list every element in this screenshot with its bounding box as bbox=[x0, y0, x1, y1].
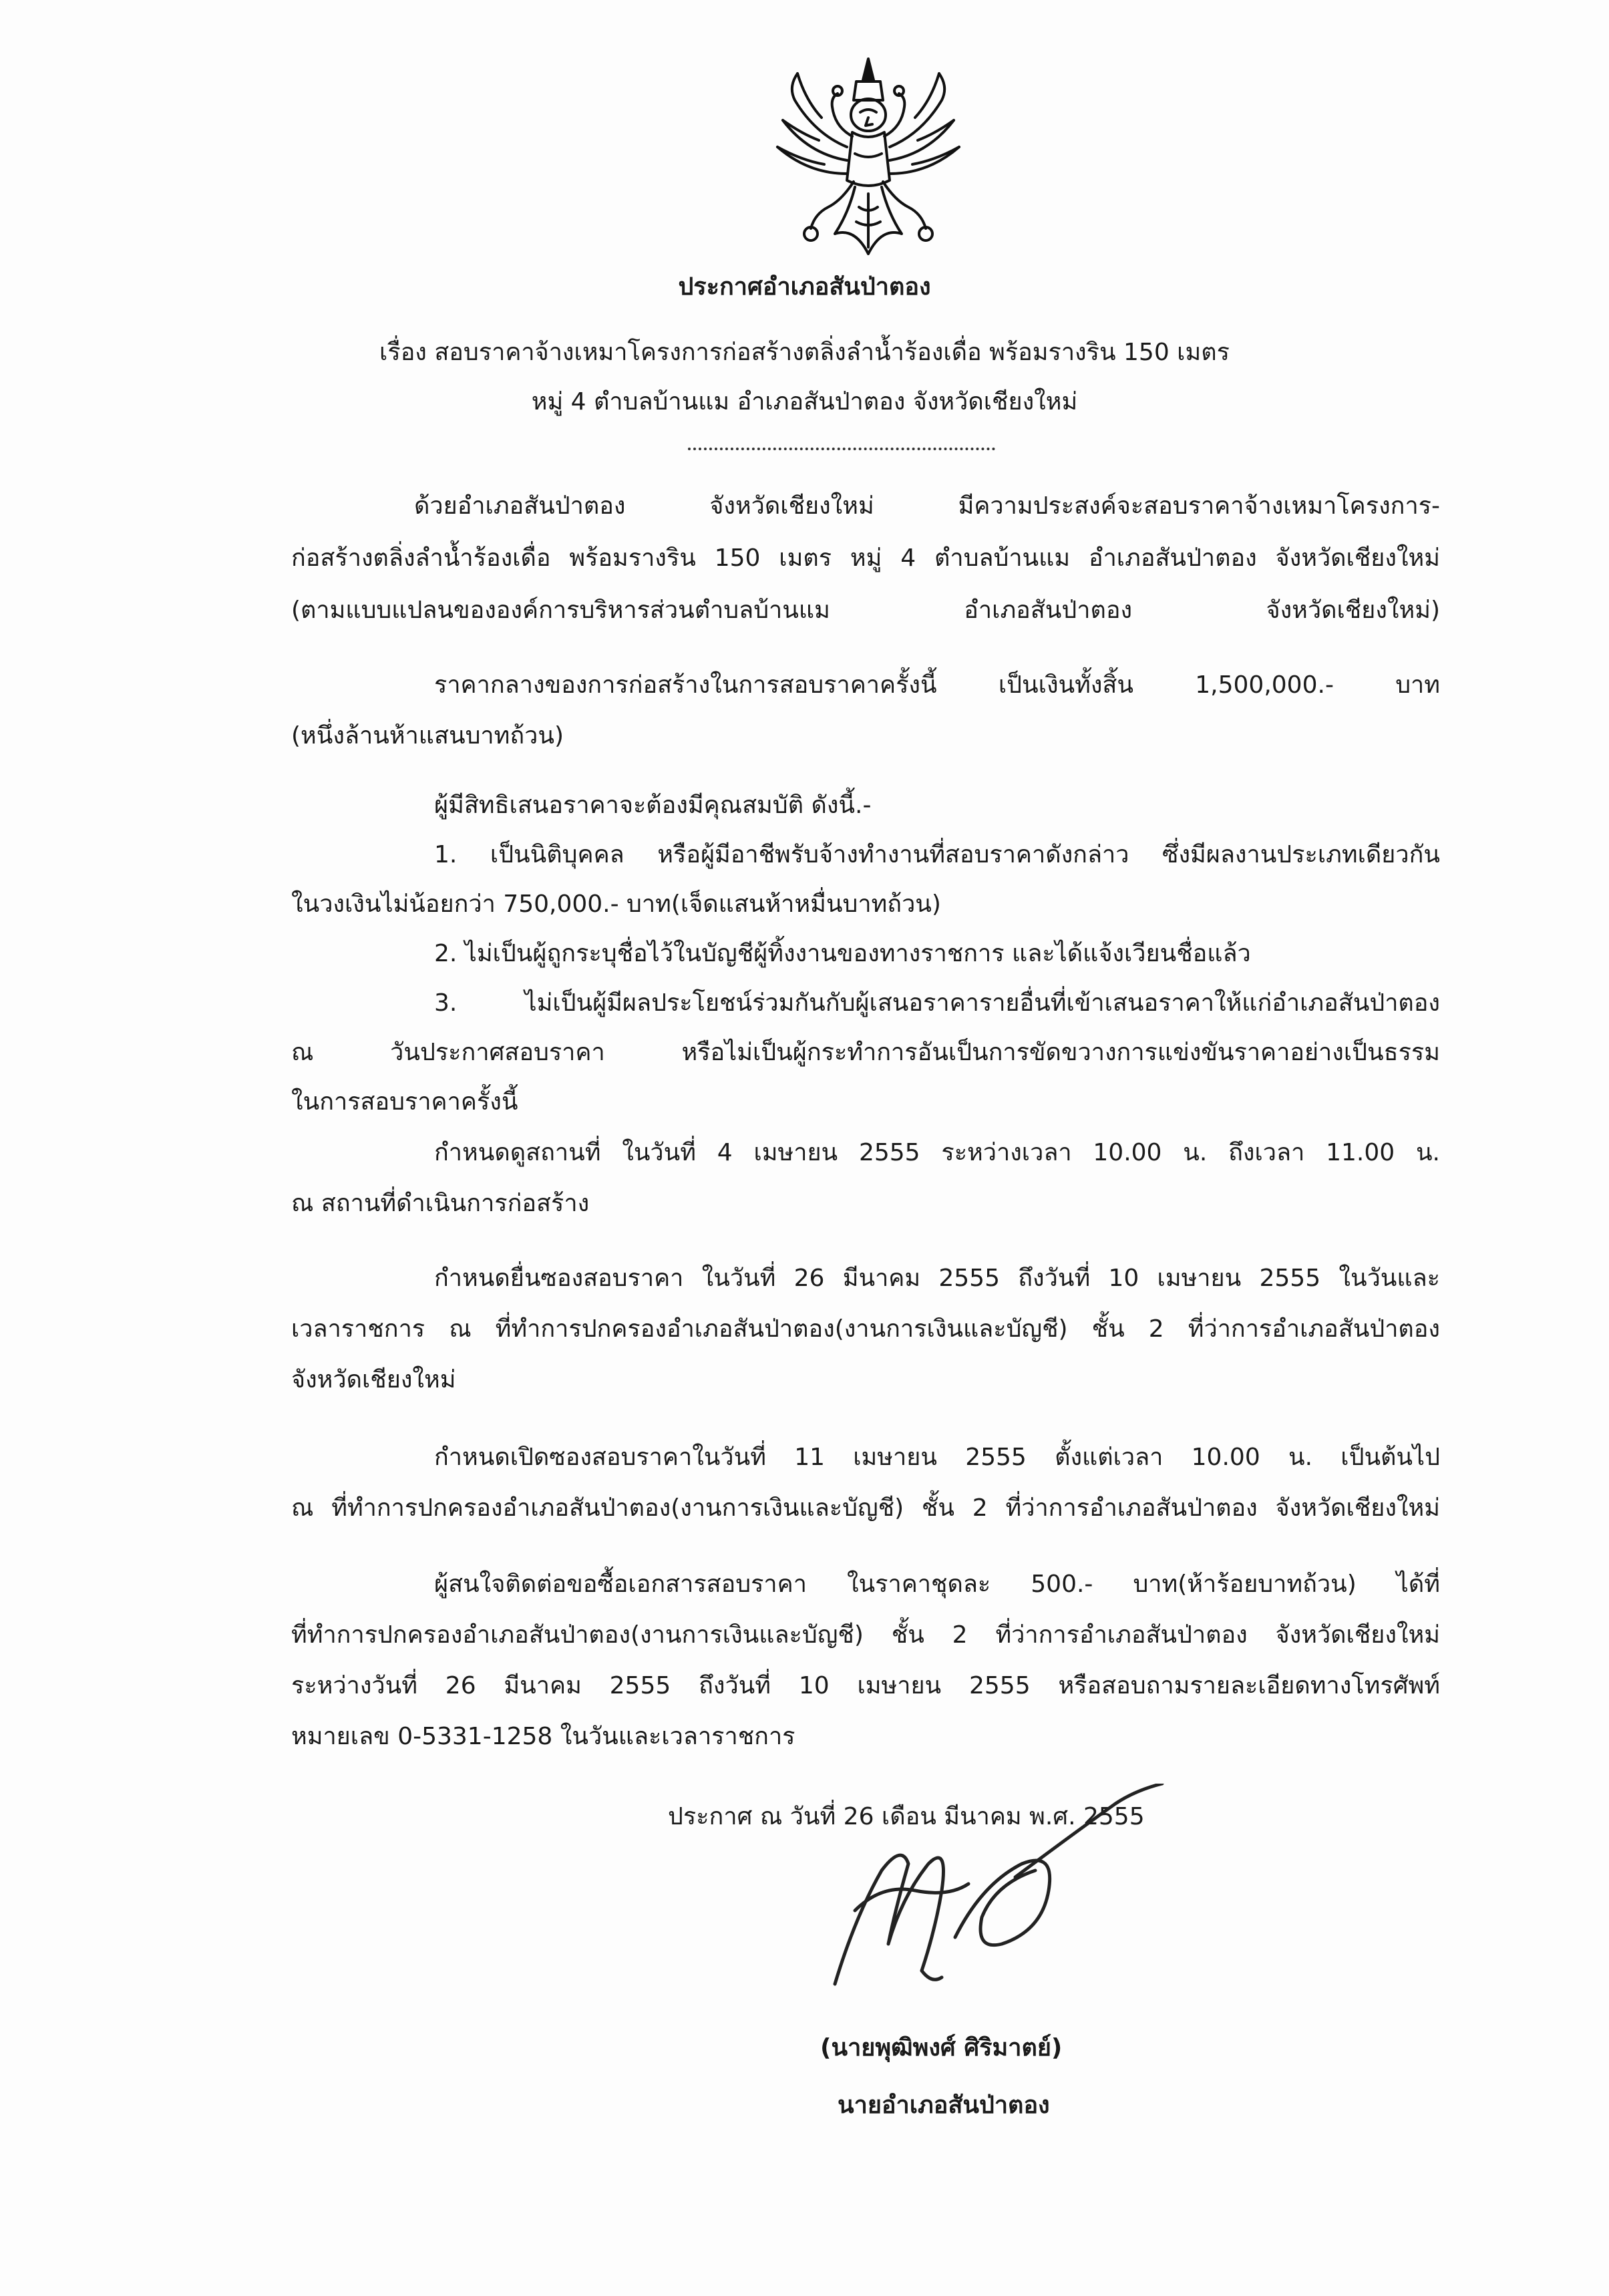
submission-line-3: จังหวัดเชียงใหม่ bbox=[291, 1366, 456, 1393]
submission-line-1: กำหนดยื่นซองสอบราคา ในวันที่ 26 มีนาคม 2555 ถึงวันที่ 10 เมษายน 2555 ในวันและ bbox=[434, 1265, 1440, 1292]
announcement-date: ประกาศ ณ วันที่ 26 เดือน มีนาคม พ.ศ. 2555 bbox=[668, 1803, 1145, 1830]
subject-line-1: เรื่อง สอบราคาจ้างเหมาโครงการก่อสร้างตลิ่งลำน้ำร้องเดื่อ พร้อมรางริน 150 เมตร bbox=[379, 339, 1230, 366]
para-1-line-1: ด้วยอำเภอสันป่าตอง จังหวัดเชียงใหม่ มีความประสงค์จะสอบราคาจ้างเหมาโครงการ- bbox=[414, 492, 1440, 520]
documents-line-4: หมายเลข 0-5331-1258 ในวันและเวลาราชการ bbox=[291, 1723, 795, 1750]
garuda-emblem-icon bbox=[768, 53, 968, 261]
submission-line-2: เวลาราชการ ณ ที่ทำการปกครองอำเภอสันป่าตอง(งานการเงินและบัญชี) ชั้น 2 ที่ว่าการอำเภอสันป่าตอง bbox=[291, 1315, 1440, 1343]
qualification-1-line-1: 1. เป็นนิติบุคคล หรือผู้มีอาชีพรับจ้างทำงานที่สอบราคาดังกล่าว ซึ่งมีผลงานประเภทเดียวกัน bbox=[434, 841, 1440, 868]
documents-line-3: ระหว่างวันที่ 26 มีนาคม 2555 ถึงวันที่ 10 เมษายน 2555 หรือสอบถามรายละเอียดทางโทรศัพท์ bbox=[291, 1672, 1440, 1699]
qualification-1-line-2: ในวงเงินไม่น้อยกว่า 750,000.- บาท(เจ็ดแสนห้าหมื่นบาทถ้วน) bbox=[291, 890, 941, 918]
qualification-3-line-3: ในการสอบราคาครั้งนี้ bbox=[291, 1088, 518, 1116]
subject-line-2: หมู่ 4 ตำบลบ้านแม อำเภอสันป่าตอง จังหวัดเชียงใหม่ bbox=[531, 388, 1078, 416]
para-2-line-1: ราคากลางของการก่อสร้างในการสอบราคาครั้งนี้ เป็นเงินทั้งสิ้น 1,500,000.- บาท bbox=[434, 671, 1440, 699]
documents-line-2: ที่ทำการปกครองอำเภอสันป่าตอง(งานการเงินและบัญชี) ชั้น 2 ที่ว่าการอำเภอสันป่าตอง จังหวัดเชียงใหม่ bbox=[291, 1621, 1440, 1649]
announcement-title: ประกาศอำเภอสันป่าตอง bbox=[678, 273, 931, 301]
opening-line-2: ณ ที่ทำการปกครองอำเภอสันป่าตอง(งานการเงินและบัญชี) ชั้น 2 ที่ว่าการอำเภอสันป่าตอง จังหวัดเชียงใหม่ bbox=[291, 1494, 1440, 1522]
para-2-line-2: (หนึ่งล้านห้าแสนบาทถ้วน) bbox=[291, 722, 564, 750]
para-1-line-3: (ตามแบบแปลนขององค์การบริหารส่วนตำบลบ้านแม อำเภอสันป่าตอง จังหวัดเชียงใหม่) bbox=[291, 597, 1440, 624]
site-visit-line-2: ณ สถานที่ดำเนินการก่อสร้าง bbox=[291, 1190, 590, 1217]
signature-icon bbox=[815, 1784, 1189, 2004]
site-visit-line-1: กำหนดดูสถานที่ ในวันที่ 4 เมษายน 2555 ระหว่างเวลา 10.00 น. ถึงเวลา 11.00 น. bbox=[434, 1139, 1440, 1166]
qualification-2: 2. ไม่เป็นผู้ถูกระบุชื่อไว้ในบัญชีผู้ทิ้งงานของทางราชการ และได้แจ้งเวียนชื่อแล้ว bbox=[434, 940, 1251, 967]
signer-name: (นายพุฒิพงศ์ ศิริมาตย์) bbox=[820, 2034, 1063, 2062]
para-1-line-2: ก่อสร้างตลิ่งลำน้ำร้องเดื่อ พร้อมรางริน 150 เมตร หมู่ 4 ตำบลบ้านแม อำเภอสันป่าตอง จังหวัดเชียงใหม่ bbox=[291, 544, 1440, 572]
qualifications-heading: ผู้มีสิทธิเสนอราคาจะต้องมีคุณสมบัติ ดังนี้.- bbox=[434, 792, 872, 819]
signer-position: นายอำเภอสันป่าตอง bbox=[838, 2092, 1050, 2119]
dotted-divider bbox=[688, 448, 995, 450]
qualification-3-line-1: 3. ไม่เป็นผู้มีผลประโยชน์ร่วมกันกับผู้เสนอราคารายอื่นที่เข้าเสนอราคาให้แก่อำเภอสันป่าตอง bbox=[434, 989, 1440, 1017]
documents-line-1: ผู้สนใจติดต่อขอซื้อเอกสารสอบราคา ในราคาชุดละ 500.- บาท(ห้าร้อยบาทถ้วน) ได้ที่ bbox=[434, 1571, 1440, 1598]
qualification-3-line-2: ณ วันประกาศสอบราคา หรือไม่เป็นผู้กระทำการอันเป็นการขัดขวางการแข่งขันราคาอย่างเป็นธรรม bbox=[291, 1039, 1440, 1066]
opening-line-1: กำหนดเปิดซองสอบราคาในวันที่ 11 เมษายน 2555 ตั้งแต่เวลา 10.00 น. เป็นต้นไป bbox=[434, 1444, 1440, 1471]
